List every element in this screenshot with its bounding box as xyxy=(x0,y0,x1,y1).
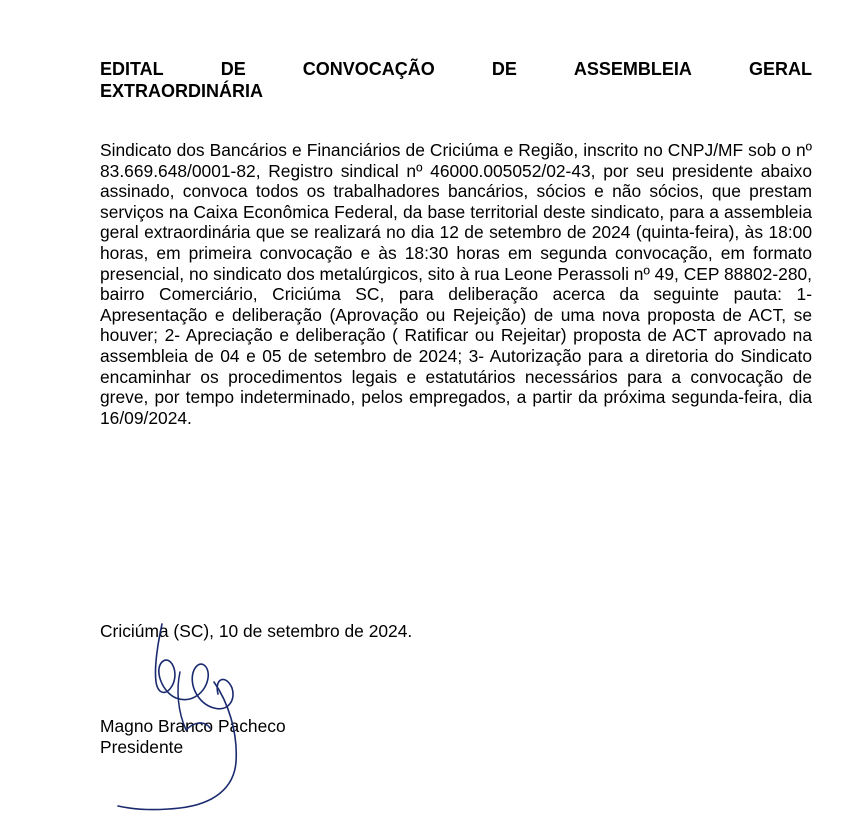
title-line-1 xyxy=(100,58,812,80)
handwritten-signature xyxy=(110,612,270,822)
date-line: Criciúma (SC), 10 de setembro de 2024. xyxy=(100,621,413,641)
title-line-2: EXTRAORDINÁRIA xyxy=(100,81,264,101)
signature-stroke xyxy=(155,624,233,709)
body-paragraph: Sindicato dos Bancários e Financiários de Criciúma e Região, inscrito no CNPJ/MF sob o nº 83.669.648/0001-82, Registro sindical nº 46000.005052/02-43, por seu presidente abaixo assinado, convoca todos os trabalhadores bancários, sócios e não sócios, que prestam serviços na Caixa Econômica Federal, da base territorial deste sindicato, para a assembleia geral extraordinária que se realizará no dia 12 de setembro de 2024 (quinta-feira), às 18:00 horas, em primeira convocação e às 18:30 horas em segunda convocação, em formato presencial, no sindicato dos metalúrgicos, sito à rua Leone Perassoli nº 49, CEP 88802-280, bairro Comerciário, Criciúma SC, para deliberação acerca da seguinte pauta: 1- Apresentação e deliberação (Aprovação ou Rejeição) de uma nova proposta de ACT, se houver; 2- Apreciação e deliberação ( Ratificar ou Rejeitar) proposta de ACT aprovado na assembleia de 04 e 05 de setembro de 2024; 3- Autorização para a diretoria do Sindicato encaminhar os procedimentos legais e estatutários necessários para a convocação de greve, por tempo indeterminado, pelos empregados, a partir da próxima segunda-feira, dia 16/09/2024. xyxy=(100,140,812,428)
title-word: DE xyxy=(220,59,246,79)
signature-stroke xyxy=(118,682,236,809)
title-word: EDITAL xyxy=(100,59,164,79)
signer-role: Presidente xyxy=(100,737,184,757)
title-word: GERAL xyxy=(748,59,812,79)
signer-name: Magno Branco Pacheco xyxy=(100,716,286,736)
title-word: ASSEMBLEIA xyxy=(573,59,692,79)
title-word: DE xyxy=(491,59,517,79)
signature-stroke xyxy=(178,672,210,730)
document-title xyxy=(100,58,812,102)
title-word: CONVOCAÇÃO xyxy=(302,59,435,79)
